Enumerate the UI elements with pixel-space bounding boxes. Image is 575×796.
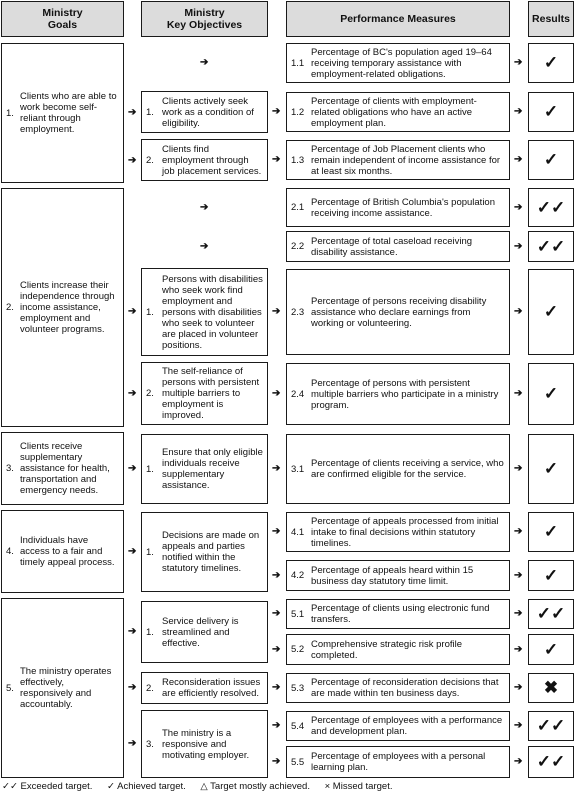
arrow-icon: ➔ — [128, 155, 137, 166]
arrow-icon: ➔ — [514, 388, 523, 399]
arrow-icon: ➔ — [514, 463, 523, 474]
measure-4-1: 4.1 Percentage of appeals processed from initial intake to final decisions within statutory timelines. — [286, 512, 510, 552]
measure-1-2: 1.2 Percentage of clients with employment-related obligations who have an active employment plan. — [286, 92, 510, 132]
measure-5-2: 5.2 Comprehensive strategic risk profile completed. — [286, 634, 510, 665]
header-performance-measures: Performance Measures — [286, 1, 510, 37]
legend-missed: × Missed target. — [324, 781, 393, 792]
arrow-icon: ➔ — [514, 202, 523, 213]
result-5-1: ✓✓ — [528, 599, 574, 629]
objective-2-1: 1. Persons with disabilities who seek work find employment and persons with disabilities who seek to volunteer are placed in volunteer positions. — [141, 268, 268, 356]
measure-4-2: 4.2 Percentage of appeals heard within 15 business day statutory time limit. — [286, 560, 510, 591]
header-key-objectives: Ministry Key Objectives — [141, 1, 268, 37]
measure-2-4: 2.4 Percentage of persons with persistent multiple barriers who participate in a ministry program. — [286, 363, 510, 425]
arrow-icon: ➔ — [200, 241, 209, 252]
arrow-icon: ➔ — [128, 388, 137, 399]
result-5-3: ✖ — [528, 673, 574, 703]
measure-3-1: 3.1 Percentage of clients receiving a service, who are confirmed eligible for the service. — [286, 434, 510, 504]
header-results: Results — [528, 1, 574, 37]
arrow-icon: ➔ — [272, 682, 281, 693]
arrow-icon: ➔ — [514, 570, 523, 581]
arrow-icon: ➔ — [514, 756, 523, 767]
objective-1-1: 1. Clients actively seek work as a condition of eligibility. — [141, 91, 268, 133]
arrow-icon: ➔ — [128, 546, 137, 557]
measure-5-1: 5.1 Percentage of clients using electronic fund transfers. — [286, 599, 510, 629]
objective-5-2: 2. Reconsideration issues are efficiently resolved. — [141, 672, 268, 704]
objective-5-1: 1. Service delivery is streamlined and effective. — [141, 601, 268, 663]
result-2-1: ✓✓ — [528, 188, 574, 227]
legend-exceeded: ✓✓ Exceeded target. — [2, 781, 93, 792]
result-3-1: ✓ — [528, 434, 574, 504]
arrow-icon: ➔ — [272, 720, 281, 731]
measure-1-1: 1.1 Percentage of BC's population aged 19–64 receiving temporary assistance with employment-related obligations. — [286, 43, 510, 83]
arrow-icon: ➔ — [514, 526, 523, 537]
result-4-1: ✓ — [528, 512, 574, 552]
arrow-icon: ➔ — [514, 241, 523, 252]
arrow-icon: ➔ — [128, 626, 137, 637]
result-1-1: ✓ — [528, 43, 574, 83]
arrow-icon: ➔ — [272, 608, 281, 619]
objective-1-2: 2. Clients find employment through job placement services. — [141, 139, 268, 181]
arrow-icon: ➔ — [128, 107, 137, 118]
arrow-icon: ➔ — [200, 202, 209, 213]
arrow-icon: ➔ — [514, 682, 523, 693]
arrow-icon: ➔ — [128, 738, 137, 749]
objective-5-3: 3. The ministry is a responsive and motivating employer. — [141, 710, 268, 778]
measure-2-1: 2.1 Percentage of British Columbia's population receiving income assistance. — [286, 188, 510, 227]
arrow-icon: ➔ — [514, 608, 523, 619]
goal-2: 2. Clients increase their independence through income assistance, employment and volunteer programs. — [1, 188, 124, 427]
objective-3-1: 1. Ensure that only eligible individuals receive supplementary assistance. — [141, 434, 268, 504]
result-1-2: ✓ — [528, 92, 574, 132]
arrow-icon: ➔ — [272, 306, 281, 317]
goal-3: 3. Clients receive supplementary assistance for health, transportation and emergency needs. — [1, 432, 124, 505]
legend-mostly-achieved: △ Target mostly achieved. — [200, 781, 310, 792]
arrow-icon: ➔ — [514, 306, 523, 317]
measure-5-3: 5.3 Percentage of reconsideration decisions that are made within ten business days. — [286, 673, 510, 703]
measure-2-2: 2.2 Percentage of total caseload receiving disability assistance. — [286, 231, 510, 262]
arrow-icon: ➔ — [272, 463, 281, 474]
measure-5-4: 5.4 Percentage of employees with a performance and development plan. — [286, 711, 510, 741]
arrow-icon: ➔ — [272, 106, 281, 117]
result-2-3: ✓ — [528, 269, 574, 355]
goal-5: 5. The ministry operates effectively, responsively and accountably. — [1, 598, 124, 778]
arrow-icon: ➔ — [514, 57, 523, 68]
result-2-2: ✓✓ — [528, 231, 574, 262]
result-5-2: ✓ — [528, 634, 574, 665]
arrow-icon: ➔ — [128, 306, 137, 317]
arrow-icon: ➔ — [200, 57, 209, 68]
legend — [2, 781, 404, 793]
arrow-icon: ➔ — [514, 154, 523, 165]
legend-achieved: ✓ Achieved target. — [107, 781, 186, 792]
goal-1: 1. Clients who are able to work become self-reliant through employment. — [1, 43, 124, 183]
measure-2-3: 2.3 Percentage of persons receiving disability assistance who declare earnings from working or volunteering. — [286, 269, 510, 355]
arrow-icon: ➔ — [272, 154, 281, 165]
arrow-icon: ➔ — [272, 644, 281, 655]
measure-5-5: 5.5 Percentage of employees with a personal learning plan. — [286, 746, 510, 778]
arrow-icon: ➔ — [272, 388, 281, 399]
arrow-icon: ➔ — [514, 644, 523, 655]
arrow-icon: ➔ — [272, 756, 281, 767]
arrow-icon: ➔ — [514, 106, 523, 117]
goal-4: 4. Individuals have access to a fair and timely appeal process. — [1, 510, 124, 593]
result-2-4: ✓ — [528, 363, 574, 425]
result-5-4: ✓✓ — [528, 711, 574, 741]
arrow-icon: ➔ — [272, 570, 281, 581]
objective-2-2: 2. The self-reliance of persons with persistent multiple barriers to employment is improved. — [141, 362, 268, 425]
result-1-3: ✓ — [528, 140, 574, 180]
measure-1-3: 1.3 Percentage of Job Placement clients who remain independent of income assistance for at least six months. — [286, 140, 510, 180]
arrow-icon: ➔ — [128, 682, 137, 693]
objective-4-1: 1. Decisions are made on appeals and parties notified within the statutory timelines. — [141, 512, 268, 592]
arrow-icon: ➔ — [272, 526, 281, 537]
result-5-5: ✓✓ — [528, 746, 574, 778]
result-4-2: ✓ — [528, 560, 574, 591]
header-ministry-goals: Ministry Goals — [1, 1, 124, 37]
arrow-icon: ➔ — [514, 720, 523, 731]
arrow-icon: ➔ — [128, 463, 137, 474]
